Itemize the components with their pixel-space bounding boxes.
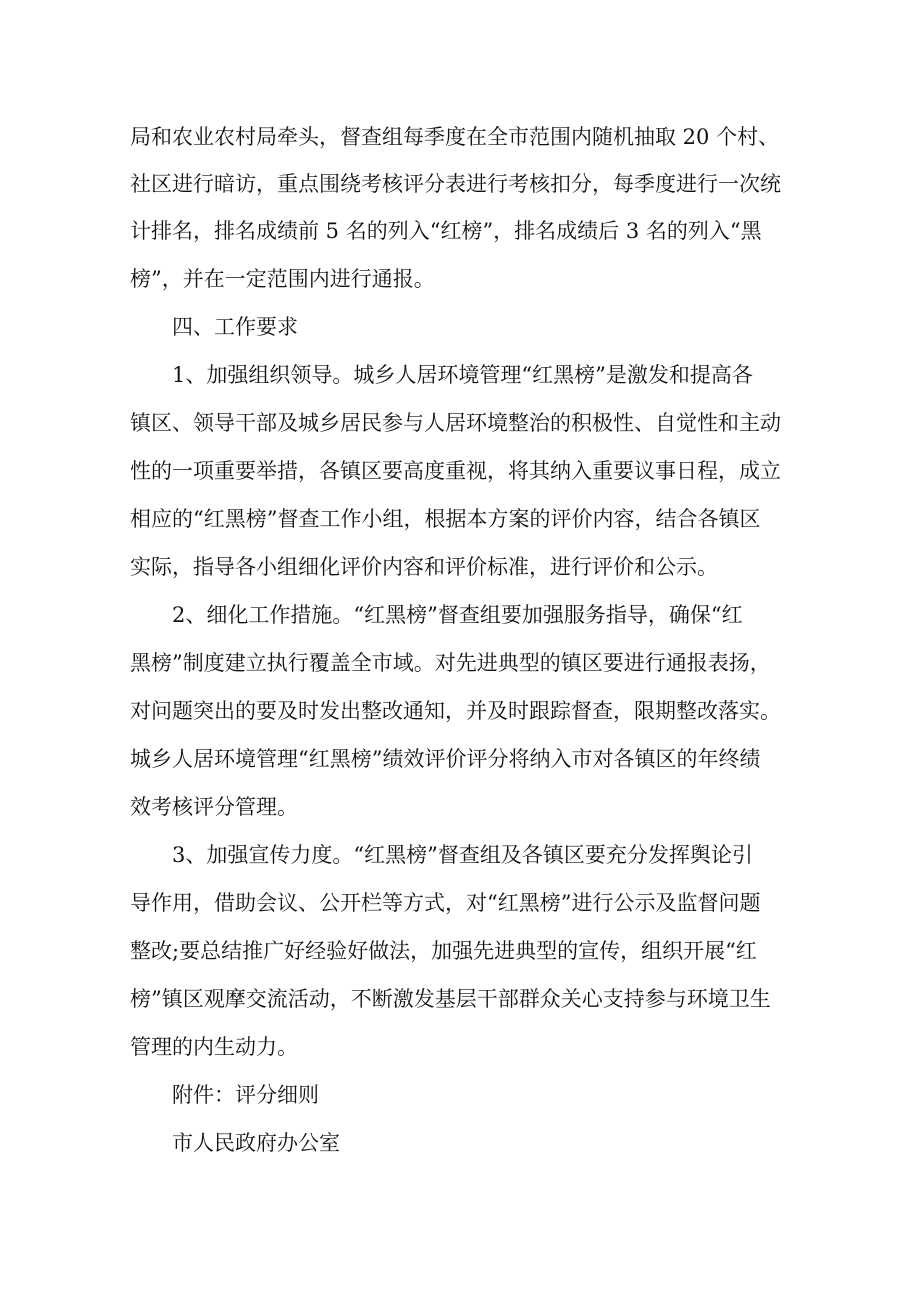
body-text-line: 计排名，排名成绩前 5 名的列入“红榜”，排名成绩后 3 名的列入“黑 [130, 219, 762, 243]
body-text-line: 管理的内生动力。 [130, 1035, 298, 1059]
body-text-line: 局和农业农村局牵头，督查组每季度在全市范围内随机抽取 20 个村、 [130, 125, 780, 149]
body-text-line: 1、加强组织领导。城乡人居环境管理“红黑榜”是激发和提高各 [172, 363, 753, 387]
body-text-line: 整改;要总结推广好经验好做法，加强先进典型的宣传，组织开展“红 [130, 939, 757, 963]
section-heading: 四、工作要求 [172, 315, 298, 339]
body-text-line: 城乡人居环境管理“红黑榜”绩效评价评分将纳入市对各镇区的年终绩 [130, 747, 761, 771]
body-text-line: 对问题突出的要及时发出整改通知，并及时跟踪督查，限期整改落实。 [130, 699, 781, 723]
body-text-line: 性的一项重要举措，各镇区要高度重视，将其纳入重要议事日程，成立 [130, 459, 781, 483]
body-text-line: 镇区、领导干部及城乡居民参与人居环境整治的积极性、自觉性和主动 [130, 411, 781, 435]
body-text-line: 2、细化工作措施。“红黑榜”督查组要加强服务指导，确保“红 [172, 603, 743, 627]
body-text-line: 效考核评分管理。 [130, 795, 298, 819]
body-text-line: 榜”镇区观摩交流活动，不断激发基层干部群众关心支持参与环境卫生 [130, 987, 771, 1011]
attachment-line: 附件：评分细则 [172, 1083, 319, 1107]
body-text-line: 黑榜”制度建立执行覆盖全市域。对先进典型的镇区要进行通报表扬， [130, 651, 771, 675]
body-text-line: 相应的“红黑榜”督查工作小组，根据本方案的评价内容，结合各镇区 [130, 507, 761, 531]
body-text-line: 导作用，借助会议、公开栏等方式，对“红黑榜”进行公示及监督问题 [130, 891, 761, 915]
body-text-line: 实际，指导各小组细化评价内容和评价标准，进行评价和公示。 [130, 555, 718, 579]
body-text-line: 社区进行暗访，重点围绕考核评分表进行考核扣分，每季度进行一次统 [130, 172, 781, 196]
body-text-line: 榜”，并在一定范围内进行通报。 [130, 267, 435, 291]
body-text-line: 3、加强宣传力度。“红黑榜”督查组及各镇区要充分发挥舆论引 [172, 843, 753, 867]
issuer-line: 市人民政府办公室 [172, 1131, 340, 1155]
